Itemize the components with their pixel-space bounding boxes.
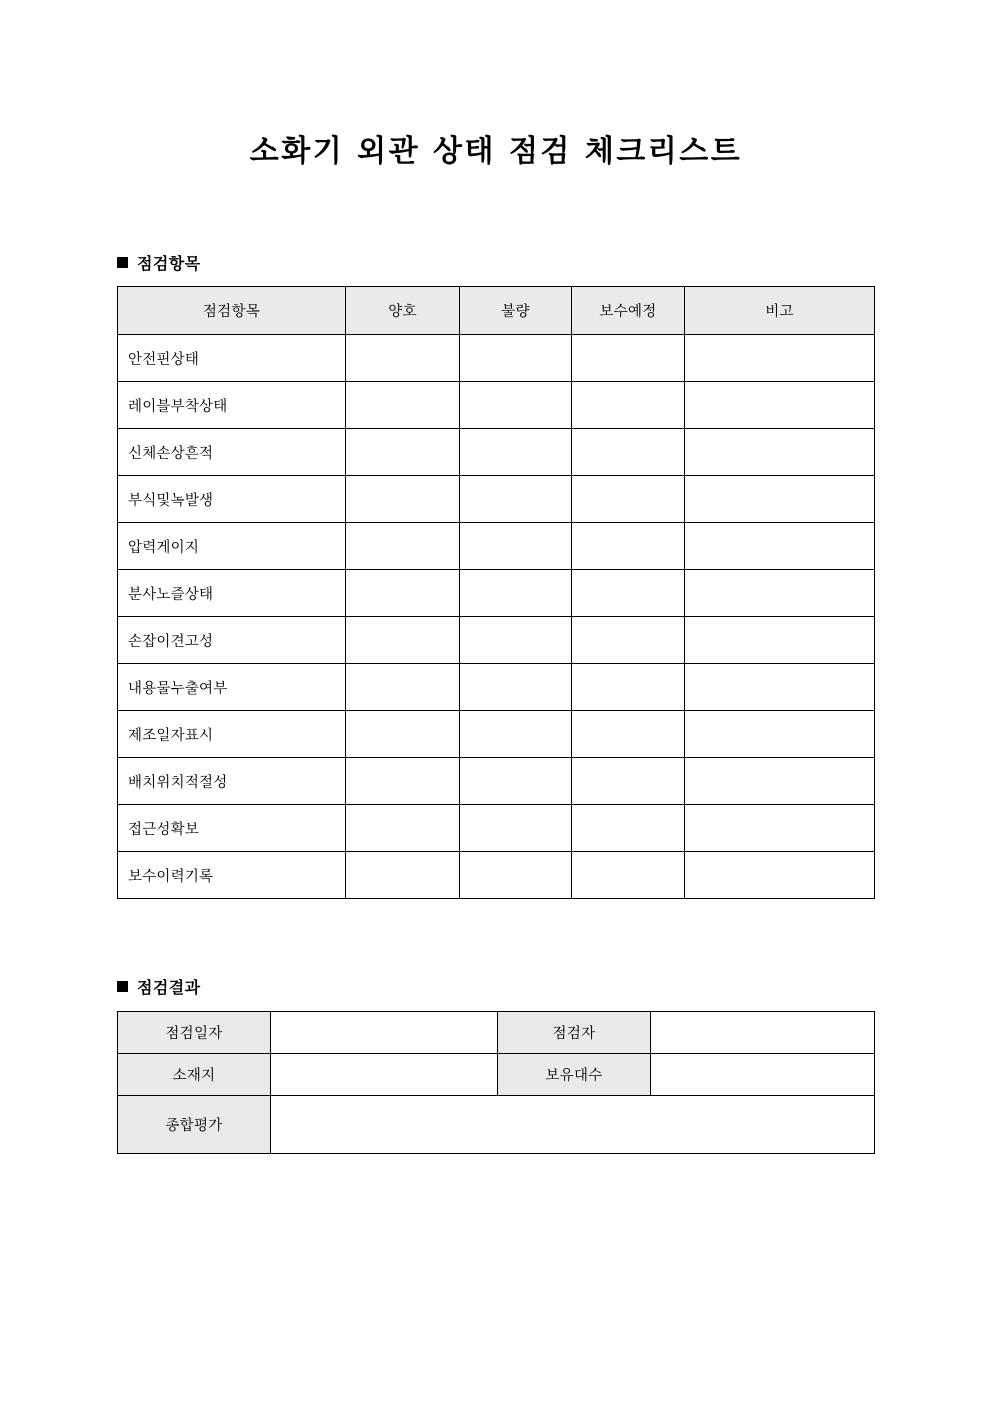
good-checkbox-cell[interactable] xyxy=(346,476,460,523)
table-row xyxy=(118,382,875,429)
good-checkbox-cell[interactable] xyxy=(346,382,460,429)
bad-checkbox-cell[interactable] xyxy=(460,711,572,758)
bad-checkbox-cell[interactable] xyxy=(460,852,572,899)
good-checkbox-cell[interactable] xyxy=(346,429,460,476)
value-unit-count[interactable] xyxy=(651,1054,875,1096)
bad-checkbox-cell[interactable] xyxy=(460,617,572,664)
table-row xyxy=(118,523,875,570)
label-inspection-date: 점검일자 xyxy=(118,1012,271,1054)
item-name-cell: 레이블부착상태 xyxy=(118,382,346,429)
inspection-items-table xyxy=(117,286,875,899)
note-cell[interactable] xyxy=(685,805,875,852)
note-cell[interactable] xyxy=(685,523,875,570)
section-heading-label: 점검결과 xyxy=(137,978,201,997)
note-cell[interactable] xyxy=(685,664,875,711)
table-row xyxy=(118,476,875,523)
label-overall-evaluation: 종합평가 xyxy=(118,1096,271,1154)
table-row xyxy=(118,617,875,664)
result-row-overall-evaluation xyxy=(118,1096,875,1154)
item-name-cell: 내용물누출여부 xyxy=(118,664,346,711)
bad-checkbox-cell[interactable] xyxy=(460,805,572,852)
value-inspection-date[interactable] xyxy=(271,1012,498,1054)
table-row xyxy=(118,664,875,711)
value-inspector[interactable] xyxy=(651,1012,875,1054)
value-location[interactable] xyxy=(271,1054,498,1096)
column-header-item-name: 점검항목 xyxy=(118,287,346,335)
table-row xyxy=(118,758,875,805)
repair-checkbox-cell[interactable] xyxy=(572,805,685,852)
item-name-cell: 안전핀상태 xyxy=(118,335,346,382)
filled-square-bullet-icon xyxy=(117,981,128,992)
item-name-cell: 배치위치적절성 xyxy=(118,758,346,805)
table-row xyxy=(118,429,875,476)
table-row xyxy=(118,711,875,758)
good-checkbox-cell[interactable] xyxy=(346,711,460,758)
bad-checkbox-cell[interactable] xyxy=(460,476,572,523)
note-cell[interactable] xyxy=(685,711,875,758)
repair-checkbox-cell[interactable] xyxy=(572,664,685,711)
note-cell[interactable] xyxy=(685,570,875,617)
section-heading-inspection-items xyxy=(117,251,200,274)
bad-checkbox-cell[interactable] xyxy=(460,382,572,429)
note-cell[interactable] xyxy=(685,617,875,664)
item-name-cell: 신체손상흔적 xyxy=(118,429,346,476)
table-row xyxy=(118,570,875,617)
note-cell[interactable] xyxy=(685,852,875,899)
table-row xyxy=(118,335,875,382)
bad-checkbox-cell[interactable] xyxy=(460,429,572,476)
repair-checkbox-cell[interactable] xyxy=(572,335,685,382)
item-name-cell: 접근성확보 xyxy=(118,805,346,852)
table-row xyxy=(118,805,875,852)
repair-checkbox-cell[interactable] xyxy=(572,523,685,570)
item-name-cell: 손잡이견고성 xyxy=(118,617,346,664)
result-row-date-inspector xyxy=(118,1012,875,1054)
label-unit-count: 보유대수 xyxy=(498,1054,651,1096)
table-header-row xyxy=(118,287,875,335)
section-heading-label: 점검항목 xyxy=(137,254,201,273)
repair-checkbox-cell[interactable] xyxy=(572,617,685,664)
good-checkbox-cell[interactable] xyxy=(346,523,460,570)
column-header-repair-scheduled: 보수예정 xyxy=(572,287,685,335)
item-name-cell: 부식및녹발생 xyxy=(118,476,346,523)
filled-square-bullet-icon xyxy=(117,257,128,268)
good-checkbox-cell[interactable] xyxy=(346,664,460,711)
bad-checkbox-cell[interactable] xyxy=(460,664,572,711)
value-overall-evaluation[interactable] xyxy=(271,1096,875,1154)
repair-checkbox-cell[interactable] xyxy=(572,570,685,617)
repair-checkbox-cell[interactable] xyxy=(572,758,685,805)
note-cell[interactable] xyxy=(685,758,875,805)
label-inspector: 점검자 xyxy=(498,1012,651,1054)
repair-checkbox-cell[interactable] xyxy=(572,382,685,429)
repair-checkbox-cell[interactable] xyxy=(572,429,685,476)
good-checkbox-cell[interactable] xyxy=(346,852,460,899)
item-name-cell: 보수이력기록 xyxy=(118,852,346,899)
bad-checkbox-cell[interactable] xyxy=(460,570,572,617)
good-checkbox-cell[interactable] xyxy=(346,570,460,617)
column-header-bad: 불량 xyxy=(460,287,572,335)
item-name-cell: 압력게이지 xyxy=(118,523,346,570)
repair-checkbox-cell[interactable] xyxy=(572,852,685,899)
note-cell[interactable] xyxy=(685,382,875,429)
item-name-cell: 제조일자표시 xyxy=(118,711,346,758)
result-row-location-count xyxy=(118,1054,875,1096)
good-checkbox-cell[interactable] xyxy=(346,805,460,852)
note-cell[interactable] xyxy=(685,429,875,476)
bad-checkbox-cell[interactable] xyxy=(460,758,572,805)
table-row xyxy=(118,852,875,899)
repair-checkbox-cell[interactable] xyxy=(572,711,685,758)
inspection-result-table xyxy=(117,1011,875,1154)
good-checkbox-cell[interactable] xyxy=(346,758,460,805)
good-checkbox-cell[interactable] xyxy=(346,335,460,382)
note-cell[interactable] xyxy=(685,335,875,382)
section-heading-inspection-result xyxy=(117,975,200,998)
label-location: 소재지 xyxy=(118,1054,271,1096)
column-header-good: 양호 xyxy=(346,287,460,335)
bad-checkbox-cell[interactable] xyxy=(460,523,572,570)
bad-checkbox-cell[interactable] xyxy=(460,335,572,382)
page-title: 소화기 외관 상태 점검 체크리스트 xyxy=(249,134,743,169)
repair-checkbox-cell[interactable] xyxy=(572,476,685,523)
item-name-cell: 분사노즐상태 xyxy=(118,570,346,617)
note-cell[interactable] xyxy=(685,476,875,523)
good-checkbox-cell[interactable] xyxy=(346,617,460,664)
column-header-note: 비고 xyxy=(685,287,875,335)
